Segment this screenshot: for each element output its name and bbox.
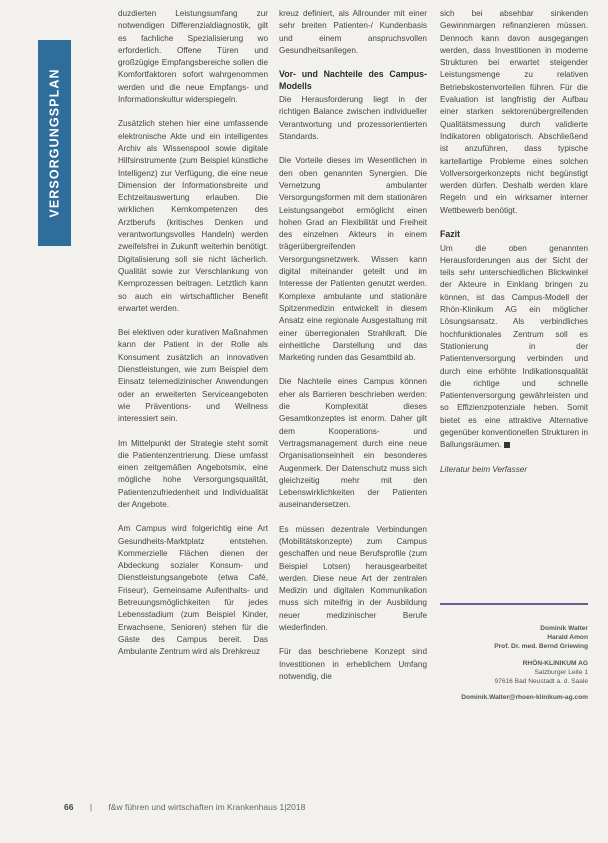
paragraph: duzdierten Leistungsumfang zur notwendigen Differenzialdiagnostik, gilt es fachliche Spezialisierung wo erforderlich. Offene Türen und großzügige Empfangsbereiche sollen die Komfortfaktoren sofort wahrgenommen werden und die neue Empfangs- und Informationskultur widerspiegeln. <box>118 9 268 105</box>
paragraph: kreuz definiert, als Allrounder mit einer sehr breiten Patienten-/ Kundenbasis und einem anspruchsvollen Gesundheitsanliegen. <box>279 9 427 55</box>
paragraph: Im Mittelpunkt der Strategie steht somit die Patientenzentrierung. Diese umfasst einen zeitgemäßen Angebotsmix, eine mögliche hohe Versorgungsqualität, Patientenzufriedenheit und Individualität der Angebote. <box>118 438 268 509</box>
fazit-paragraph <box>440 243 588 452</box>
paragraph: sich bei absehbar sinkenden Gewinnmargen refinanzieren müssen. Dennoch kann davon ausgegangen werden, dass Investitionen in moderne Strukturen bei erwartet steigender Leistungsmenge zu relativen Betriebskostenvorteilen führen. Für die Evaluation ist langfristig der Aufbau einer starken sektorenübergreifenden Qualitätsmessung durch validierte Indikatoren obligatorisch. Abschließend ist anzuführen, dass typische kartellartige Probleme eines solchen Vollversorgerkonzepts nicht begünstigt werden dürfen. Deshalb werden klare Regeln und ein wirksamer interner Wettbewerb benötigt. <box>440 9 588 215</box>
org-city: 97616 Bad Neustadt a. d. Saale <box>494 678 588 686</box>
page-footer <box>64 802 305 812</box>
paragraph: Am Campus wird folgerichtig eine Art Gesundheits-Marktplatz entstehen. Kommerzielle Flächen dienen der Abdeckung sozialer Konsum- und Dienstleistungsangebote (etwa Café, Friseur), Gemeinsame Aufenthalts- und Betreuungsmöglichkeiten für jedes Lebensstadium (zum Beispiel Kinder, Erwachsene, Senioren) stehen für die Gäste des Campus bereit. Das Ambulante Zentrum wird als Drehkreuz <box>118 524 268 657</box>
paragraph: Für das beschriebene Konzept sind Investitionen in erheblichem Umfang notwendig, die <box>279 647 427 681</box>
fazit-text: Um die oben genannten Herausforderungen aus der Sicht der teils sehr unterschiedlichen Blickwinkel der Akteure in Einklang bringen zu können, ist das Campus-Modell der Rhön-Klinikum AG ein möglicher Lösungsansatz. Als verbindliches hochfunktionales Zentrum soll es Stationierung in der Patientenversorgung verbinden und durch eine erhöhte Indikationsqualität die richtige und schnelle Patientenversorgung gewährleisten und so Effizienzpotenziale heben. Somit bietet es eine attraktive Alternative gegenüber konventionellen Strukturen in Ballungsräumen. <box>440 243 588 450</box>
author-divider <box>440 603 588 605</box>
author-block <box>440 624 588 702</box>
publication-name: f&w führen und wirtschaften im Krankenhaus 1|2018 <box>108 802 306 812</box>
paragraph: Zusätzlich stehen hier eine umfassende elektronische Akte und ein intelligentes Archiv als Wissenspool sowie digitale Hilfsinstrumente (zum Beispiel künstliche Intelligenz) zur Verfügung, die eine neue Dimension der Informationsbreite und Echtzeitauswertung erlauben. Die wirklichen Kernkompetenzen des Arztberufs (kritisches Denken und verantwortungsvolles Handeln) werden zweifelsfrei in Zukunft weiterhin benötigt. Digitalisierung soll sie nicht lächerlich. Qualität sowie zur Verschlankung von Kernprozessen beitragen. Letztlich kann so auch ein wirtschaftlicher Benefit erwartet werden. <box>118 119 268 313</box>
page-number: 66 <box>64 802 74 812</box>
column-1 <box>118 8 268 671</box>
end-mark-icon <box>504 442 510 448</box>
author-email[interactable]: Dominik.Walter@rhoen-klinikum-ag.com <box>461 694 588 702</box>
author-name: Harald Amon <box>547 634 588 642</box>
section-tab <box>38 40 71 246</box>
paragraph: Bei elektiven oder kurativen Maßnahmen kann der Patient in der Rolle als Konsument zusätzlich an innovativen Dienstleistungen, wie zum Beispiel dem Einsatz telemedizinischer Anwendungen oder an erweiterten Serviceangeboten wie Präventions- und Wellness interessiert sein. <box>118 328 268 424</box>
paragraph: Die Herausforderung liegt in der richtigen Balance zwischen individueller Verantwortung und prozessorientierten Standards. <box>279 95 427 142</box>
paragraph: Die Nachteile eines Campus können eher als Barrieren beschrieben werden: die Komplexität dieses Gesamtkonzeptes ist enorm. Daher gilt dem Kooperations- und Vertragsmanagement durch eine neue Organisationseinheit ein besonderes Augenmerk. Der Datenschutz muss sich gleichzeitig mehr mit den Lebenswirklichkeiten der Patienten auseinandersetzen. <box>279 377 427 510</box>
author-name: Prof. Dr. med. Bernd Griewing <box>494 643 588 651</box>
column-3 <box>440 8 588 488</box>
section-heading: Vor- und Nachteile des Campus-Modells <box>279 69 427 91</box>
paragraph: Es müssen dezentrale Verbindungen (Mobilitätskonzepte) zum Campus geschaffen und neue Berufsprofile (zum Beispiel Lotsen) herausgearbeitet werden. Diese neue Art der zentralen Medizin und digitalen Kommunikation muss sich miteifrig in der Ausbildung neuer medizinischer Berufe wiederfinden. <box>279 524 427 633</box>
paragraph: Die Vorteile dieses im Wesentlichen in den oben genannten Synergien. Die Vernetzung ambulanter Versorgungsformen mit dem stationären Leistungsangebot ermöglicht einen hohen Grad an Flexibilität und Freiheit des einzelnen Akteurs in einem trägerübergreifenden Versorgungsnetzwerk. Wissen kann digital miteinander geteilt und im Interesse der Patienten genutzt werden. Komplexe ambulante und stationäre Spitzenmedizin entwickelt in diesem Ansatz eine regionale Ausgestaltung mit einer überregionalen Strahlkraft. Die einheitliche Darstellung und das Marketing runden das Gesamtbild ab. <box>279 156 427 363</box>
literature-note: Literatur beim Verfasser <box>440 464 528 474</box>
section-tab-label: VERSORGUNGSPLAN <box>47 68 62 218</box>
author-names <box>440 624 588 652</box>
org-street: Salzburger Leite 1 <box>534 668 588 676</box>
author-organization <box>440 659 588 687</box>
author-name: Dominik Walter <box>540 625 588 632</box>
org-name: RHÖN-KLINIKUM AG <box>522 659 588 667</box>
fazit-heading: Fazit <box>440 229 461 240</box>
footer-separator: | <box>89 802 93 812</box>
column-2 <box>279 8 427 695</box>
